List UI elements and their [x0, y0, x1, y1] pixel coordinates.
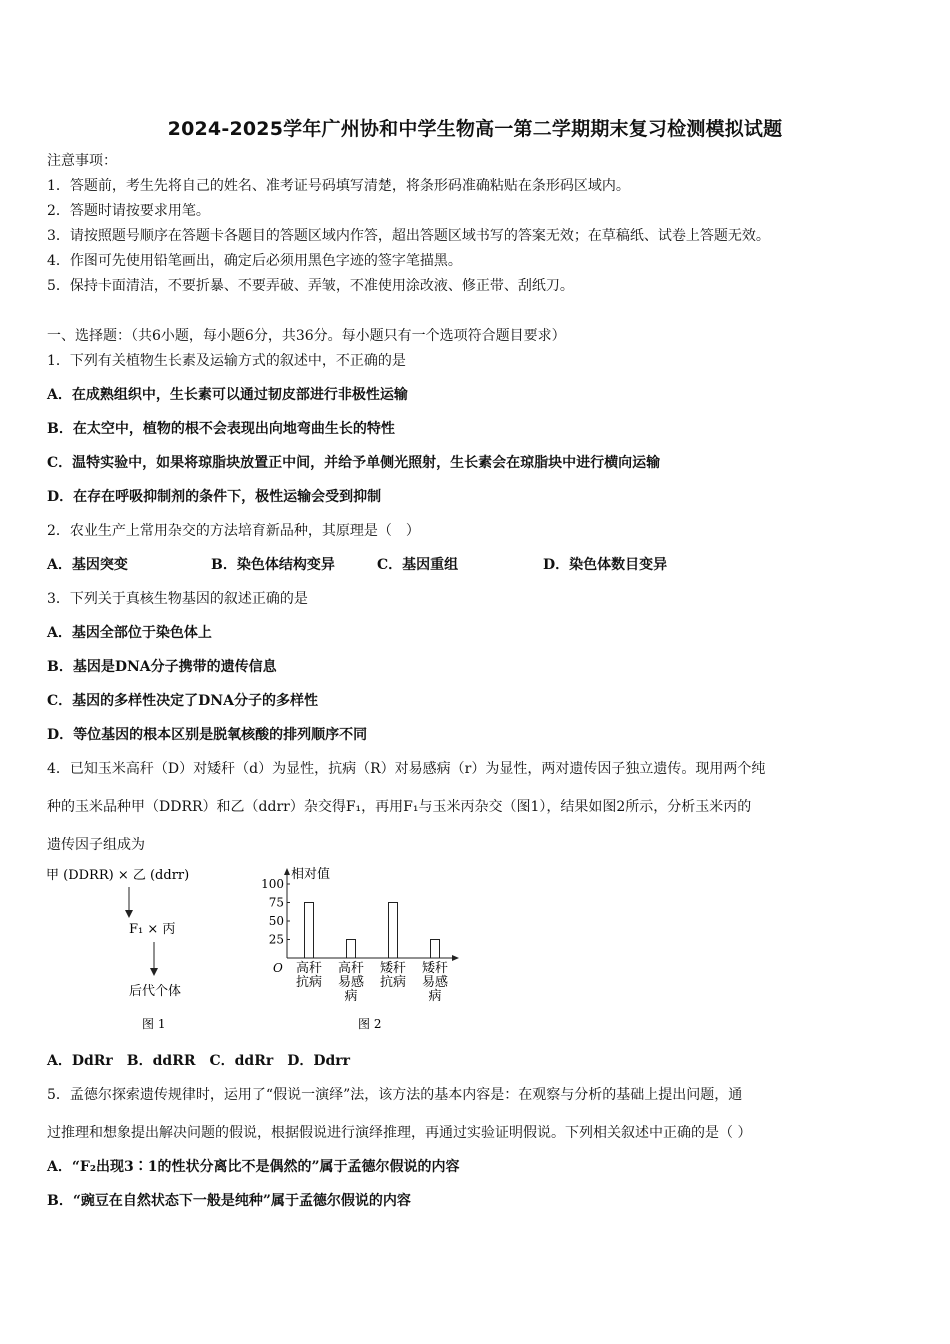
q3-option-d: D．等位基因的根本区别是脱氧核酸的排列顺序不同: [47, 727, 368, 743]
fig1-offspring-label: 后代个体: [129, 984, 182, 999]
fig1-arrowhead-2: [150, 968, 158, 976]
q2-option-b: B．染色体结构变异: [211, 557, 335, 573]
fig1-caption: 图 1: [142, 1017, 166, 1031]
fig2-y-tick-label: 50: [268, 914, 284, 928]
q4-stem-line-3: 遗传因子组成为: [47, 837, 145, 853]
fig2-axes: [261, 866, 459, 975]
notice-item-4: 4．作图可先使用铅笔画出，确定后必须用黑色字迹的签字笔描黑。: [47, 253, 462, 269]
q1-option-c: C．温特实验中，如果将琼脂块放置正中间，并给予单侧光照射，生长素会在琼脂块中进行横向运输: [47, 455, 661, 471]
q5-stem-line-2: 过推理和想象提出解决问题的假说，根据假说进行演绎推理，再通过实验证明假说。下列相关叙述中正确的是（ ）: [47, 1125, 752, 1141]
fig2-bar: [389, 903, 398, 959]
fig2-caption: 图 2: [358, 1017, 382, 1031]
figure-1-cross-diagram: [44, 862, 244, 1034]
q3-option-b: B．基因是DNA分子携带的遗传信息: [47, 659, 277, 675]
fig2-category-label: 病: [344, 989, 358, 1004]
q4-options: A．DdRr B．ddRR C．ddRr D．Ddrr: [47, 1053, 351, 1069]
q2-option-c: C．基因重组: [377, 557, 459, 573]
notice-item-5: 5．保持卡面清洁，不要折暴、不要弄破、弄皱，不准使用涂改液、修正带、刮纸刀。: [47, 278, 574, 294]
q5-stem-line-1: 5．孟德尔探索遗传规律时，运用了“假说一演绎”法，该方法的基本内容是：在观察与分析的基础上提出问题，通: [47, 1087, 743, 1103]
notice-item-1: 1．答题前，考生先将自己的姓名、准考证号码填写清楚，将条形码准确粘贴在条形码区域内。: [47, 178, 630, 194]
fig1-cross-label: 甲 (DDRR) × 乙 (ddrr): [46, 868, 190, 883]
q4-stem-line-1: 4．已知玉米高秆（D）对矮秆（d）为显性，抗病（R）对易感病（r）为显性，两对遗传因子独立遗传。现用两个纯: [47, 761, 766, 777]
fig2-y-tick-label: 75: [268, 895, 284, 910]
q5-option-a: A．“F₂出现3∶1的性状分离比不是偶然的”属于孟德尔假说的内容: [47, 1159, 460, 1175]
fig2-y-arrowhead: [284, 868, 290, 875]
q4-stem-line-2: 种的玉米品种甲（DDRR）和乙（ddrr）杂交得F₁，再用F₁与玉米丙杂交（图1），结果如图2所示，分析玉米丙的: [47, 799, 752, 815]
fig2-y-tick-label: 100: [261, 877, 284, 891]
fig2-category-label: 抗病: [379, 975, 407, 990]
q1-option-a: A．在成熟组织中，生长素可以通过韧皮部进行非极性运输: [47, 387, 408, 403]
fig2-bar: [305, 903, 314, 959]
q1-stem: 1．下列有关植物生长素及运输方式的叙述中，不正确的是: [47, 353, 406, 369]
q2-option-d: D．染色体数目变异: [543, 557, 668, 573]
fig1-f1-label: F₁ × 丙: [129, 922, 176, 937]
q3-stem: 3．下列关于真核生物基因的叙述正确的是: [47, 591, 308, 607]
fig2-category-label: 高秆: [337, 961, 365, 976]
q1-option-d: D．在存在呼吸抑制剂的条件下，极性运输会受到抑制: [47, 489, 382, 505]
q5-option-b: B．“豌豆在自然状态下一般是纯种”属于孟德尔假说的内容: [47, 1193, 411, 1209]
fig2-category-label: 易感: [421, 975, 449, 990]
q3-option-a: A．基因全部位于染色体上: [47, 625, 212, 641]
figure-2-bar-chart: [255, 862, 470, 1034]
fig1-arrowhead-1: [125, 910, 133, 918]
notice-item-3: 3．请按照题号顺序在答题卡各题目的答题区域内作答，超出答题区域书写的答案无效；在草稿纸、试卷上答题无效。: [47, 228, 770, 244]
notice-heading: 注意事项：: [47, 153, 117, 169]
fig2-bar: [431, 940, 440, 959]
fig2-category-label: 矮秆: [379, 961, 407, 976]
fig2-category-label: 高秆: [295, 961, 323, 976]
fig2-origin-label: O: [273, 961, 283, 975]
fig2-bar: [347, 940, 356, 959]
q2-stem: 2．农业生产上常用杂交的方法培育新品种，其原理是（ ）: [47, 523, 420, 539]
q1-option-b: B．在太空中，植物的根不会表现出向地弯曲生长的特性: [47, 421, 395, 437]
fig2-x-arrowhead: [452, 955, 459, 961]
q2-option-a: A．基因突变: [47, 557, 128, 573]
page-title: 2024-2025学年广州协和中学生物高一第二学期期末复习检测模拟试题: [167, 118, 783, 140]
fig2-y-axis-label: 相对值: [291, 867, 331, 882]
fig2-bars: [296, 903, 448, 1005]
section-heading: 一、选择题：（共6小题，每小题6分，共36分。每小题只有一个选项符合题目要求）: [47, 328, 566, 344]
fig2-category-label: 矮秆: [421, 961, 449, 976]
fig2-category-label: 易感: [337, 975, 365, 990]
fig2-category-label: 病: [428, 989, 442, 1004]
q3-option-c: C．基因的多样性决定了DNA分子的多样性: [47, 693, 318, 709]
fig2-category-label: 抗病: [295, 975, 323, 990]
notice-item-2: 2．答题时请按要求用笔。: [47, 203, 210, 219]
fig2-y-tick-label: 25: [268, 932, 284, 947]
